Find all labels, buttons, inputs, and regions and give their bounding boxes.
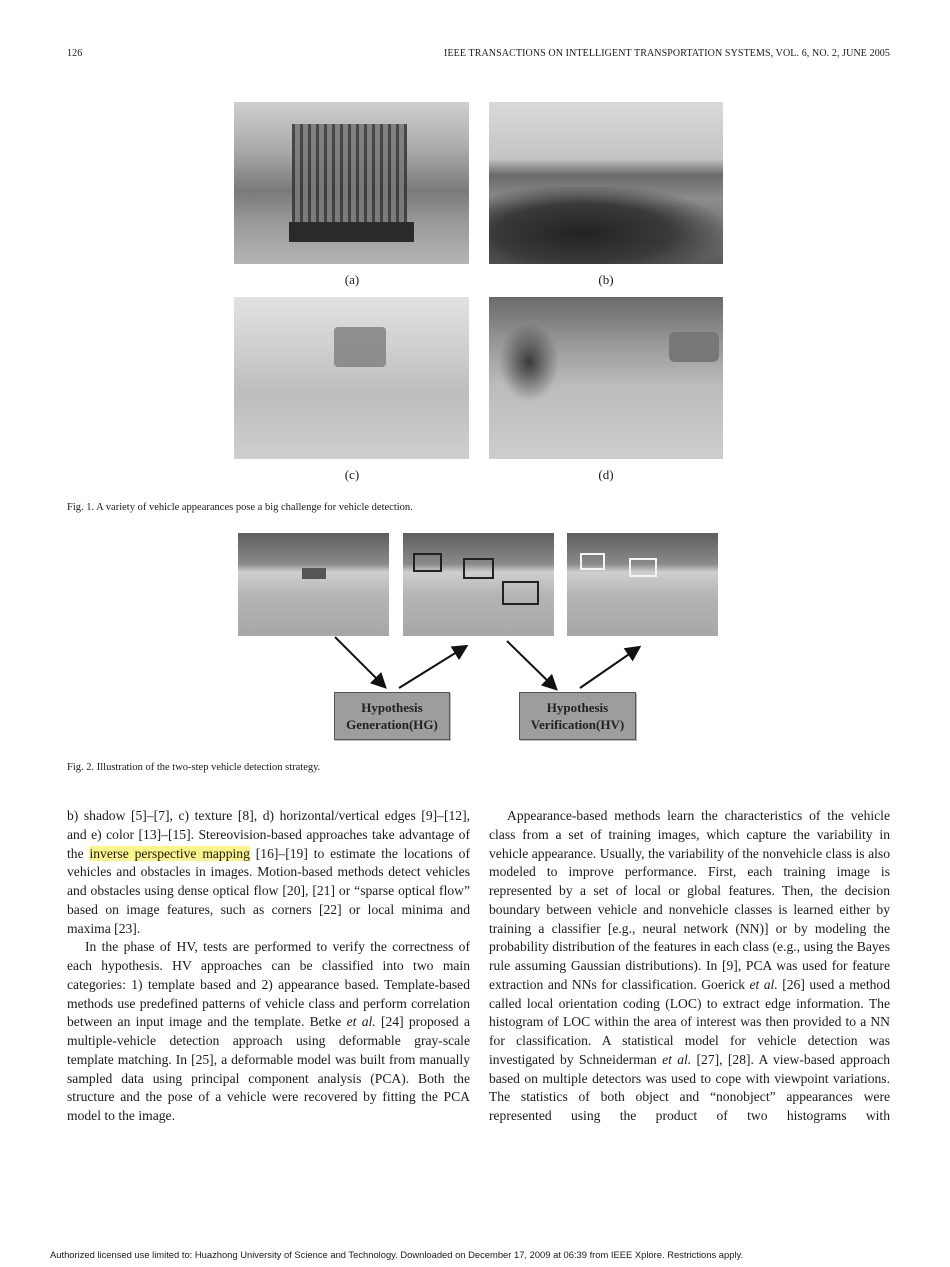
panel-label-a: (a) (344, 272, 360, 287)
hv-box-line1: Hypothesis (546, 700, 609, 715)
page-number: 126 (67, 48, 83, 59)
arrow-icon (580, 648, 638, 688)
paragraph (67, 938, 470, 1126)
hg-box-line1: Hypothesis (361, 700, 423, 715)
running-header: IEEE TRANSACTIONS ON INTELLIGENT TRANSPORTATION SYSTEMS, VOL. 6, NO. 2, JUNE 2005 (444, 48, 890, 59)
italic-text: et al. (346, 1014, 376, 1030)
arrow-icon (507, 641, 555, 688)
text: [16]–[19] to estimate the locations of vehicles and obstacles in images. Motion-based methods detect vehicles and obstacles using dense optical flow [20], [21] or “sparse optical flow” based on image features, such as corners [22] or local minima and maxima [23]. (67, 845, 470, 936)
italic-text: et al. (662, 1051, 692, 1067)
panel-label-d: (d) (598, 467, 614, 482)
right-column (489, 807, 890, 1126)
text: [24] proposed a multiple-vehicle detection approach using deformable gray-scale template matching. In [25], a deformable model was built from manually sampled data using principal component analysis (PCA). Both the structure and the pose of a vehicle were recovered by fitting the PCA model to the image. (67, 1014, 471, 1123)
arrow-icon (399, 647, 465, 688)
italic-text: et al. (749, 976, 778, 992)
paragraph (67, 807, 470, 938)
figure-2-caption: Fig. 2. Illustration of the two-step vehicle detection strategy. (67, 762, 321, 773)
paragraph (489, 807, 890, 1126)
panel-label-b: (b) (598, 272, 614, 287)
hg-box-line2: Generation(HG) (346, 717, 438, 732)
text: [27], [28]. A view-based approach based on multiple detectors was used to cope with viewpoint variations. The statistics of both object and “nonobject” appearances were represented using the product of two histograms with (489, 1051, 891, 1123)
text: b) shadow [5]–[7], c) texture [8], d) horizontal/vertical edges [9]–[12], and e) color [13]–[15]. Stereovision-based approaches take advantage of the (67, 808, 470, 861)
text: In the phase of HV, tests are performed to verify the correctness of each hypothesis. HV approaches can be classified into two main categories: 1) template based and 2) appearance based. Template-based methods use predefined patterns of vehicle class and perform correlation between an input image and the template. Betke (67, 939, 470, 1030)
text: Appearance-based methods learn the characteristics of the vehicle class from a set of training images, which capture the variability in vehicle appearance. Usually, the variability of the nonvehicle class is also modeled to improve performance. First, each training image is represented by a set of local or global features. Then, the decision boundary between vehicle and nonvehicle classes is learned either by training a classifier [e.g., neural network (NN)] or by modeling the probability distribution of the features in each class (e.g., using the Bayes rule assuming Gaussian distributions). In [9], PCA was used for feature extraction and NNs for classification. Goerick (489, 808, 890, 992)
hypothesis-generation-box (334, 692, 450, 740)
figure-1-caption: Fig. 1. A variety of vehicle appearances pose a big challenge for vehicle detection. (67, 502, 413, 513)
hypothesis-verification-box (519, 692, 636, 740)
text: [26] used a method called local orientation coding (LOC) to extract edge information. The histogram of LOC within the area of interest was then provided to a NN for classification. A statistical model for vehicle detection was investigated by Schneiderman (489, 976, 891, 1067)
highlighted-text[interactable]: inverse perspective mapping (89, 845, 250, 861)
license-footer: Authorized licensed use limited to: Huazhong University of Science and Technology. Downloaded on December 17, 2009 at 06:39 from IEEE Xplore. Restrictions apply. (50, 1249, 744, 1260)
hv-box-line2: Verification(HV) (530, 717, 625, 732)
panel-label-c: (c) (344, 467, 360, 482)
left-column (67, 807, 470, 1126)
arrow-icon (335, 637, 384, 686)
